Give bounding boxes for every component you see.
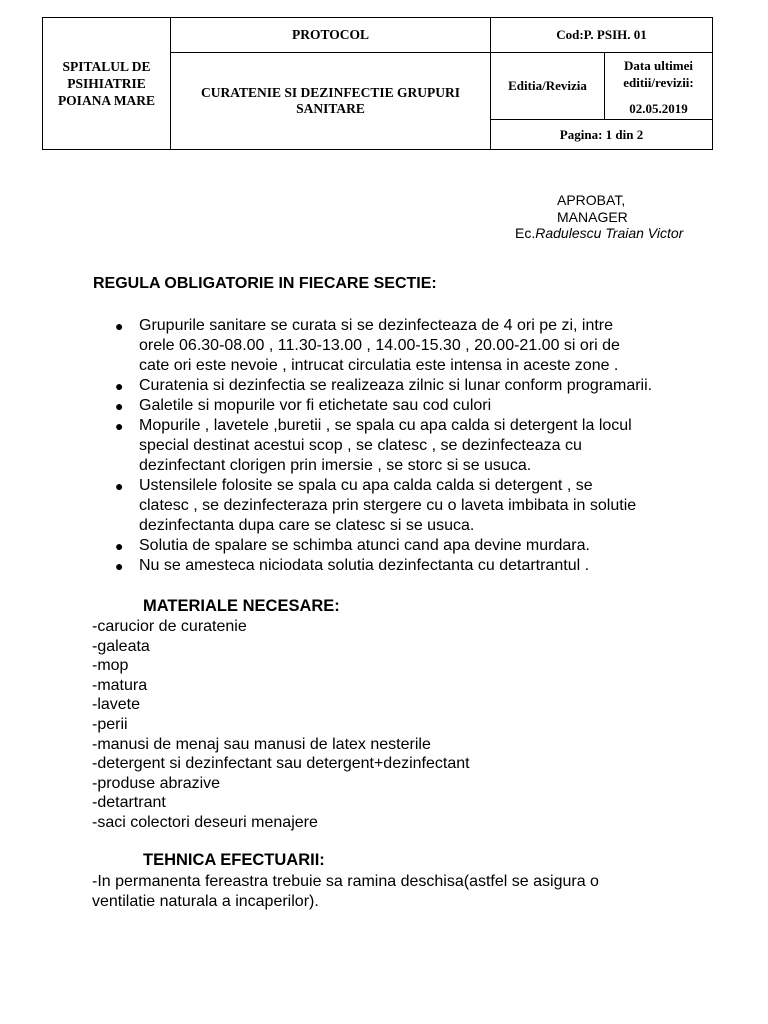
- bullet-icon: ●: [115, 398, 124, 414]
- bullet-icon: ●: [115, 318, 124, 334]
- technique-text: [92, 872, 712, 911]
- materials-list: [92, 617, 470, 833]
- document-title: [171, 53, 491, 150]
- edition-label: Editia/Revizia: [491, 53, 605, 120]
- bullet-icon: ●: [115, 418, 124, 434]
- rules-heading: REGULA OBLIGATORIE IN FIECARE SECTIE:: [93, 275, 437, 292]
- rule-line: Galetile si mopurile vor fi etichetate sau cod culori: [139, 397, 492, 414]
- material-item: -manusi de menaj sau manusi de latex nesterile: [92, 735, 431, 753]
- material-item: -matura: [92, 676, 148, 694]
- hospital-line-1: SPITALUL DE: [62, 59, 151, 74]
- bullet-icon: ●: [115, 478, 124, 494]
- bullet-icon: ●: [115, 538, 124, 554]
- material-item: -lavete: [92, 696, 141, 714]
- title-line-2: SANITARE: [296, 101, 365, 116]
- approval-line-1: APROBAT,: [557, 192, 626, 208]
- list-item: [93, 476, 733, 536]
- rule-line: Grupurile sanitare se curata si se dezinfecteaza de 4 ori pe zi, intre: [139, 317, 614, 334]
- material-item: -saci colectori deseuri menajere: [92, 813, 318, 831]
- material-item: -detartrant: [92, 794, 166, 812]
- rule-line: orele 06.30-08.00 , 11.30-13.00 , 14.00-15.30 , 20.00-21.00 si ori de: [139, 337, 620, 354]
- material-item: -detergent si dezinfectant sau detergent+dezinfectant: [92, 755, 470, 773]
- title-line-1: CURATENIE SI DEZINFECTIE GRUPURI: [201, 85, 460, 100]
- hospital-name: [43, 18, 171, 150]
- protocol-label: PROTOCOL: [171, 18, 491, 53]
- rule-line: special destinat acestui scop , se clatesc , se dezinfecteaza cu: [139, 437, 582, 454]
- material-item: -galeata: [92, 637, 150, 655]
- header-table: [42, 17, 713, 150]
- technique-heading: TEHNICA EFECTUARII:: [143, 851, 325, 869]
- document-code: Cod:P. PSIH. 01: [491, 18, 713, 53]
- rule-line: dezinfectanta dupa care se clatesc si se usuca.: [139, 517, 475, 534]
- date-label-line-1: Data ultimei: [624, 58, 693, 73]
- approval-prefix: Ec.: [515, 225, 536, 241]
- bullet-icon: ●: [115, 558, 124, 574]
- approval-signatory: [515, 225, 715, 242]
- material-item: -produse abrazive: [92, 774, 221, 792]
- material-item: -perii: [92, 715, 128, 733]
- technique-line: ventilatie naturala a incaperilor).: [92, 892, 319, 910]
- list-item: [93, 556, 733, 576]
- rule-line: dezinfectant clorigen prin imersie , se storc si se usuca.: [139, 457, 532, 474]
- rule-line: clatesc , se dezinfecteraza prin stergere cu o laveta imbibata in solutie: [139, 497, 637, 514]
- revision-date-cell: [605, 53, 713, 120]
- list-item: [93, 396, 733, 416]
- rules-list: [93, 316, 733, 576]
- material-item: -carucior de curatenie: [92, 618, 247, 635]
- approval-line-2: MANAGER: [557, 208, 628, 225]
- rule-line: Nu se amesteca niciodata solutia dezinfectanta cu detartrantul .: [139, 557, 590, 574]
- date-label-line-2: editii/revizii:: [623, 75, 694, 90]
- approval-name: Radulescu Traian Victor: [535, 225, 684, 241]
- rule-line: Mopurile , lavetele ,buretii , se spala cu apa calda si detergent la locul: [139, 417, 632, 434]
- page-number: Pagina: 1 din 2: [491, 120, 713, 150]
- materials-heading: MATERIALE NECESARE:: [143, 597, 340, 615]
- rule-line: Ustensilele folosite se spala cu apa calda calda si detergent , se: [139, 477, 593, 494]
- rule-line: cate ori este nevoie , intrucat circulatia este intensa in aceste zone .: [139, 357, 619, 374]
- bullet-icon: ●: [115, 378, 124, 394]
- rule-line: Curatenia si dezinfectia se realizeaza zilnic si lunar conform programarii.: [139, 377, 653, 394]
- technique-line: -In permanenta fereastra trebuie sa ramina deschisa(astfel se asigura o: [92, 873, 599, 890]
- approval-block: [515, 192, 715, 242]
- material-item: -mop: [92, 657, 129, 675]
- list-item: [93, 416, 733, 476]
- list-item: [93, 376, 733, 396]
- list-item: [93, 316, 733, 376]
- hospital-line-2: PSIHIATRIE: [67, 76, 146, 91]
- revision-date: 02.05.2019: [629, 101, 688, 116]
- hospital-line-3: POIANA MARE: [57, 93, 156, 108]
- rule-line: Solutia de spalare se schimba atunci cand apa devine murdara.: [139, 537, 590, 554]
- list-item: [93, 536, 733, 556]
